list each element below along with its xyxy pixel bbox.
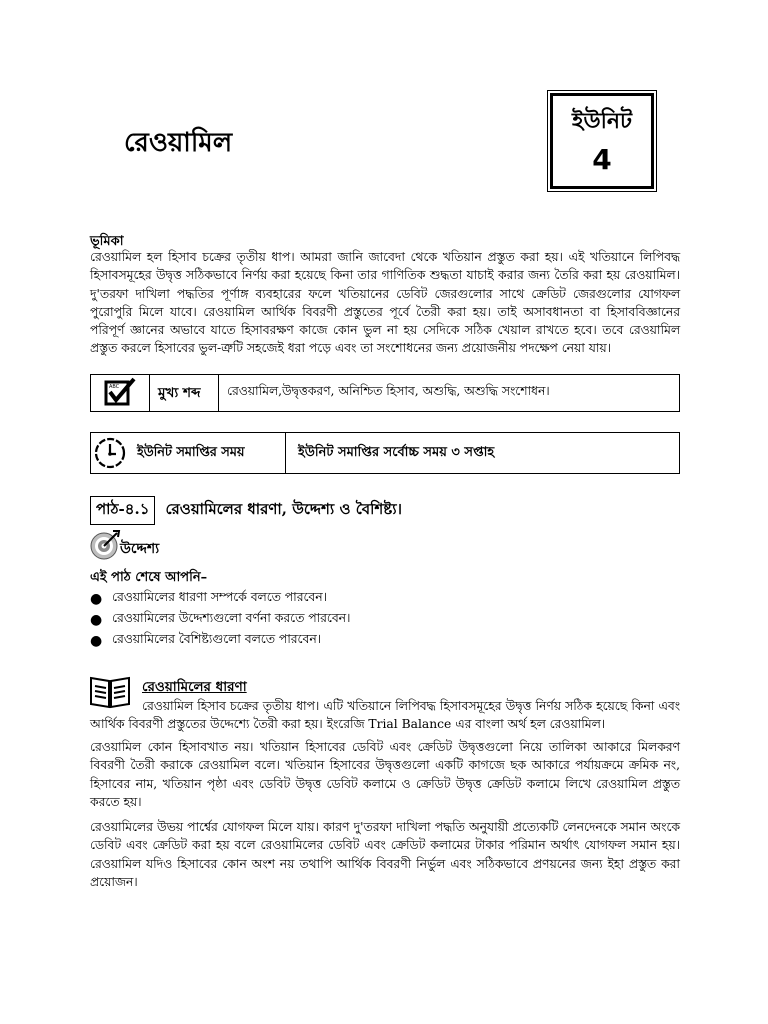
completion-time-box bbox=[90, 432, 680, 474]
bullet-icon: ● bbox=[90, 611, 103, 628]
checkbox-tick-icon bbox=[102, 377, 138, 409]
bullet-icon: ● bbox=[90, 590, 103, 607]
objective-heading: উদ্দেশ্য bbox=[120, 541, 160, 557]
keywords-icon-cell bbox=[91, 375, 150, 411]
lesson-tag: পাঠ-৪.১ bbox=[90, 496, 155, 525]
keywords-box bbox=[90, 374, 680, 412]
concept-heading: রেওয়ামিলের ধারণা bbox=[142, 679, 247, 695]
lesson-title: রেওয়ামিলের ধারণা, উদ্দেশ্য ও বৈশিষ্ট্য। bbox=[165, 500, 403, 518]
chapter-title: রেওয়ামিল bbox=[124, 128, 233, 158]
target-icon bbox=[89, 528, 121, 562]
concept-paragraph: রেওয়ামিল কোন হিসাবখাত নয়। খতিয়ান হিসাবের ডেবিট এবং ক্রেডিট উদ্বৃত্তগুলো নিয়ে তালিকা আকারে মিলকরণ বিবরণী তৈরী করাকে রেওয়ামিল বলে। খতিয়ান হিসাবের উদ্বৃত্তগুলো একটি কাগজে ছক আকারে পর্যায়ক্রমে ক্রমিক নং, হিসাবের নাম, খতিয়ান পৃষ্ঠা এবং ডেবিট উদ্বৃত্ত ডেবিট কলামে ও ক্রেডিট উদ্বৃত্ত ক্রেডিট কলামে লিখে রেওয়ামিল প্রস্তুত করতে হয়। bbox=[90, 740, 680, 809]
bullet-icon: ● bbox=[90, 632, 103, 649]
completion-icon-cell bbox=[91, 433, 129, 473]
list-item bbox=[90, 630, 350, 651]
objective-text: রেওয়ামিলের ধারণা সম্পর্কে বলতে পারবেন। bbox=[112, 589, 327, 604]
list-item bbox=[90, 609, 350, 630]
lesson-heading bbox=[90, 496, 402, 525]
keywords-label: মুখ্য শব্দ bbox=[150, 375, 219, 411]
intro-heading: ভূমিকা bbox=[90, 234, 124, 249]
abc-icon-text: ABC bbox=[109, 384, 120, 390]
unit-number: 4 bbox=[592, 143, 612, 176]
unit-label: ইউনিট bbox=[572, 108, 632, 134]
intro-paragraph: রেওয়ামিল হল হিসাব চক্রের তৃতীয় ধাপ। আমরা জানি জাবেদা থেকে খতিয়ান প্রস্তুত করা হয়। এই খতিয়ানে লিপিবদ্ধ হিসাবসমূহের উদ্বৃত্ত সঠিকভাবে নির্ণয় করা হয়েছে কিনা তার গাণিতিক শুদ্ধতা যাচাই করার জন্য তৈরি করা হয় রেওয়ামিল। দু'তরফা দাখিলা পদ্ধতির পূর্ণাঙ্গ ব্যবহারের ফলে খতিয়ানের ডেবিট জেরগুলোর সাথে ক্রেডিট জেরগুলোর যোগফল পুরোপুরি মিলে যাবে। রেওয়ামিল আর্থিক বিবরণী প্রস্তুতের পূর্বে তৈরী করা হয়। তাই অসাবধানতা বা হিসাববিজ্ঞানের পরিপূর্ণ জ্ঞানের অভাবে যাতে হিসাবরক্ষণ কাজে কোন ভুল না হয় সেদিকে সঠিক খেয়াল রাখতে হবে। তবে রেওয়ামিল প্রস্তুত করলে হিসাবের ভুল-ত্রুটি সহজেই ধরা পড়ে এবং তা সংশোধনের জন্য প্রয়োজনীয় পদক্ষেপ নেয়া যায়। bbox=[90, 250, 680, 356]
keywords-value: রেওয়ামিল,উদ্বৃত্তকরণ, অনিশ্চিত হিসাব, অশুদ্ধি, অশুদ্ধি সংশোধন। bbox=[227, 384, 550, 398]
completion-value: ইউনিট সমাপ্তির সর্বোচ্চ সময় ৩ সপ্তাহ bbox=[298, 444, 495, 460]
objective-text: রেওয়ামিলের উদ্দেশ্যগুলো বর্ণনা করতে পারবেন। bbox=[112, 610, 351, 625]
objective-text: রেওয়ামিলের বৈশিষ্ট্যগুলো বলতে পারবেন। bbox=[112, 631, 322, 646]
clock-icon bbox=[93, 436, 127, 470]
concept-paragraph: রেওয়ামিল হিসাব চক্রের তৃতীয় ধাপ। এটি খতিয়ানে লিপিবদ্ধ হিসাবসমূহের উদ্বৃত্ত নির্ণয় সঠিক হয়েছে কিনা এবং আর্থিক বিবরণী প্রস্তুতের উদ্দেশ্যে তৈরী করা হয়। ইংরেজি Trial Balance এর বাংলা অর্থ হল রেওয়ামিল। bbox=[90, 699, 680, 732]
list-item bbox=[90, 588, 350, 609]
unit-badge bbox=[550, 93, 654, 189]
objectives-list bbox=[90, 588, 350, 651]
after-lesson-text: এই পাঠ শেষে আপনি– bbox=[90, 570, 208, 585]
completion-label: ইউনিট সমাপ্তির সময় bbox=[129, 433, 286, 473]
concept-paragraph: রেওয়ামিলের উভয় পার্শ্বের যোগফল মিলে যায়। কারণ দু'তরফা দাখিলা পদ্ধতি অনুযায়ী প্রত্যেকটি লেনদেনকে সমান অংকে ডেবিট এবং ক্রেডিট করা হয় বলে রেওয়ামিলের ডেবিট এবং ক্রেডিট কলামের টাকার পরিমান অর্থাৎ যোগফল সমান হয়। রেওয়ামিল যদিও হিসাবের কোন অংশ নয় তথাপি আর্থিক বিবরণী নির্ভুল এবং সঠিকভাবে প্রণয়নের জন্য ইহা প্রস্তুত করা প্রয়োজন। bbox=[90, 820, 680, 889]
